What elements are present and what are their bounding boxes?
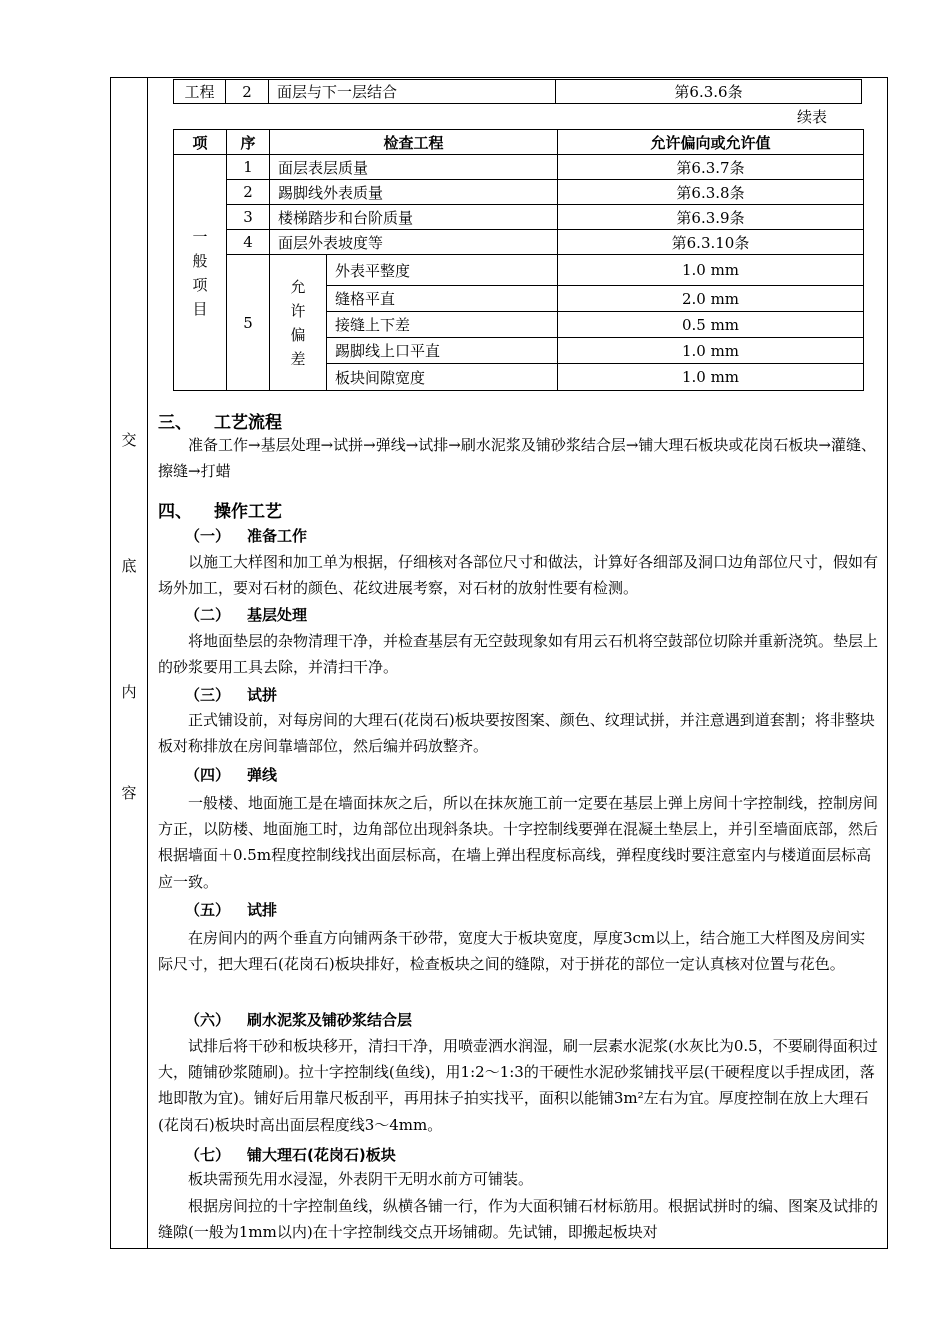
side-char: 容 — [121, 784, 137, 802]
subsection-number: （七） — [185, 1146, 231, 1164]
subsection-number: （四） — [185, 766, 231, 784]
row-num: 3 — [227, 205, 270, 230]
paragraph: 正式铺设前，对每房间的大理石(花岗石)板块要按图案、颜色、纹理试拼，并注意遇到道套割；将非整块板对称排放在房间靠墙部位，然后编并码放整齐。 — [158, 711, 875, 756]
paragraph: 试排后将干砂和板块移开，清扫干净，用喷壶洒水润湿，刷一层素水泥浆(水灰比为0.5，不要刷得面积过大，随铺砂浆随刷)。拉十字控制线(鱼线)，用1:2～1:3的干硬性水泥砂浆铺找平层(干硬程度以手捏成团，落地即散为宜)。铺好后用靠尺板刮平，再用抹子拍实找平，面积以能铺3m²左右为宜。厚度控制在放上大理石(花岗石)板块时高出面层程度线3～4mm。 — [158, 1037, 878, 1134]
section-number: 三、 — [158, 413, 192, 433]
inspection-table — [173, 129, 864, 391]
row-value: 1.0 mm — [558, 338, 864, 364]
row-value: 第6.3.9条 — [558, 205, 864, 230]
cell: 面层与下一层结合 — [269, 80, 556, 104]
row-value: 第6.3.7条 — [558, 155, 864, 180]
header-xu: 序 — [227, 130, 270, 155]
row-num: 1 — [227, 155, 270, 180]
row-item: 踢脚线外表质量 — [270, 180, 558, 205]
subsection-title: 试排 — [247, 901, 278, 919]
subsection-number: （一） — [185, 527, 231, 545]
subsection-heading — [185, 684, 277, 705]
subsection-number: （五） — [185, 901, 231, 919]
row-value: 1.0 mm — [558, 364, 864, 391]
row-value: 第6.3.10条 — [558, 230, 864, 255]
row-item: 缝格平直 — [327, 286, 558, 312]
tolerance-char: 允 — [290, 277, 306, 296]
row-item: 接缝上下差 — [327, 312, 558, 338]
header-xiang: 项 — [174, 130, 227, 155]
table-row — [174, 180, 864, 205]
paragraph: 一般楼、地面施工是在墙面抹灰之后，所以在抹灰施工前一定要在基层上弹上房间十字控制线，控制房间方正，以防楼、地面施工时，边角部位出现斜条块。十字控制线要弹在混凝土垫层上，并引至墙面底部，然后根据墙面＋0.5m程度控制线找出面层标高，在墙上弹出程度标高线，弹程度线时要注意室内与楼道面层标高应一致。 — [158, 794, 879, 891]
subsection-number: （二） — [185, 606, 231, 624]
subsection-number: （六） — [185, 1011, 231, 1029]
group-label — [174, 155, 227, 391]
section-heading — [158, 497, 282, 522]
subsection-title: 基层处理 — [247, 606, 308, 624]
subsection-heading — [185, 899, 277, 920]
group-char: 一 — [192, 227, 208, 246]
subsection-title: 试拼 — [247, 686, 278, 704]
group-char: 项 — [192, 275, 208, 294]
subsection-heading — [185, 1009, 412, 1030]
tolerance-label — [270, 255, 327, 391]
continued-row-table — [173, 79, 862, 104]
paragraph: 板块需预先用水浸湿，外表阴干无明水前方可铺装。 — [188, 1170, 534, 1188]
row-num: 5 — [227, 255, 270, 391]
continued-table-label: 续表 — [797, 108, 828, 126]
table-row — [174, 255, 864, 286]
subsection-title: 刷水泥浆及铺砂浆结合层 — [247, 1011, 413, 1029]
row-item: 外表平整度 — [327, 255, 558, 286]
subsection-number: （三） — [185, 686, 231, 704]
table-row — [174, 205, 864, 230]
row-num: 2 — [227, 180, 270, 205]
group-char: 般 — [192, 251, 208, 270]
cell: 第6.3.6条 — [556, 80, 862, 104]
row-item: 板块间隙宽度 — [327, 364, 558, 391]
row-value: 第6.3.8条 — [558, 180, 864, 205]
subsection-heading — [185, 604, 307, 625]
paragraph: 准备工作→基层处理→试拼→弹线→试排→刷水泥浆及铺砂浆结合层→铺大理石板块或花岗石板块→灌缝、擦缝→打蜡 — [158, 436, 876, 481]
row-item: 踢脚线上口平直 — [327, 338, 558, 364]
side-label-column — [110, 77, 148, 1249]
section-heading — [158, 408, 282, 433]
paragraph: 将地面垫层的杂物清理干净，并检查基层有无空鼓现象如有用云石机将空鼓部位切除并重新浇筑。垫层上的砂浆要用工具去除，并清扫干净。 — [158, 632, 879, 677]
section-number: 四、 — [158, 502, 192, 522]
paragraph: 以施工大样图和加工单为根据，仔细核对各部位尺寸和做法，计算好各细部及洞口边角部位尺寸，假如有场外加工，要对石材的颜色、花纹进展考察，对石材的放射性要有检测。 — [158, 553, 879, 598]
table-row — [174, 155, 864, 180]
tolerance-char: 差 — [290, 349, 306, 368]
paragraph: 在房间内的两个垂直方向铺两条干砂带，宽度大于板块宽度，厚度3cm以上，结合施工大样图及房间实际尺寸，把大理石(花岗石)板块排好，检查板块之间的缝隙，对于拼花的部位一定认真核对位置与花色。 — [158, 929, 866, 974]
tolerance-char: 许 — [290, 301, 306, 320]
row-value: 1.0 mm — [558, 255, 864, 286]
cell: 2 — [226, 80, 269, 104]
subsection-heading — [185, 764, 277, 785]
side-char: 底 — [121, 557, 137, 575]
paragraph: 根据房间拉的十字控制鱼线，纵横各铺一行，作为大面积铺石材标筋用。根据试拼时的编、图案及试排的缝隙(一般为1mm以内)在十字控制线交点开场铺砌。先试铺，即搬起板块对 — [158, 1197, 879, 1242]
subsection-title: 铺大理石(花岗石)板块 — [247, 1146, 396, 1164]
tolerance-char: 偏 — [290, 325, 306, 344]
side-char: 内 — [121, 683, 137, 701]
row-item: 面层表层质量 — [270, 155, 558, 180]
table-row — [174, 230, 864, 255]
row-value: 0.5 mm — [558, 312, 864, 338]
row-num: 4 — [227, 230, 270, 255]
subsection-title: 弹线 — [247, 766, 278, 784]
group-char: 目 — [192, 299, 208, 318]
header-check: 检查工程 — [270, 130, 558, 155]
section-title: 工艺流程 — [214, 413, 282, 433]
subsection-heading — [185, 525, 307, 546]
subsection-heading — [185, 1144, 396, 1165]
subsection-title: 准备工作 — [247, 527, 308, 545]
cell: 工程 — [174, 80, 226, 104]
section-title: 操作工艺 — [214, 502, 282, 522]
table-header-row — [174, 130, 864, 155]
row-item: 面层外表坡度等 — [270, 230, 558, 255]
header-allow: 允许偏向或允许值 — [558, 130, 864, 155]
row-value: 2.0 mm — [558, 286, 864, 312]
row-item: 楼梯踏步和台阶质量 — [270, 205, 558, 230]
side-char: 交 — [121, 431, 137, 449]
